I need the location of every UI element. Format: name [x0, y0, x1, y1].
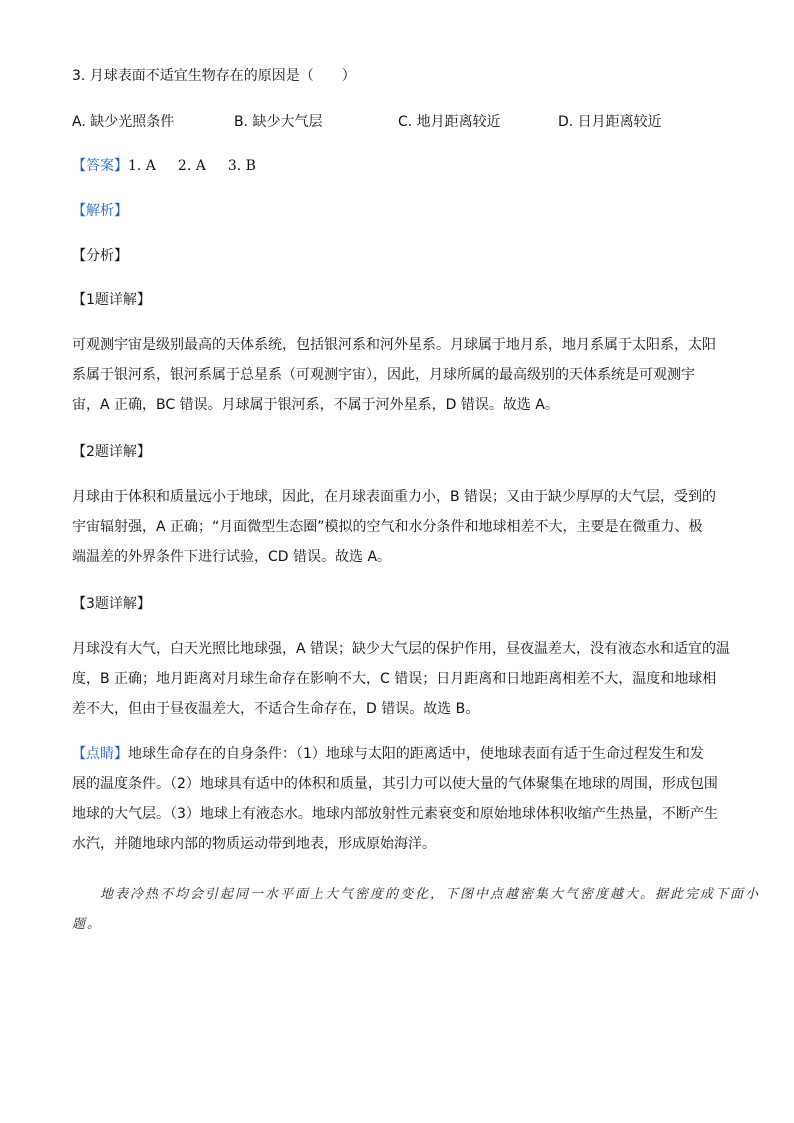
key-point-text: 地球生命存在的自身条件：（1）地球与太阳的距离适中，使地球表面有适于生命过程发生和发	[128, 746, 704, 762]
detail-2-row: 端温差的外界条件下进行试验，CD 错误。故选 A。	[72, 549, 392, 565]
detail-2-row: 宇宙辐射强，A 正确；“月面微型生态圈”模拟的空气和水分条件和地球相差不大，主要是在微重力、极	[72, 519, 703, 535]
option-a: A. 缺少光照条件	[72, 114, 175, 130]
detail-1-row: 宙，A 正确，BC 错误。月球属于银河系，不属于河外星系，D 错误。故选 A。	[72, 397, 559, 413]
detail-1-row: 系属于银河系，银河系属于总星系（可观测宇宙），因此，月球所属的最高级别的天体系统是可观测宇	[72, 367, 695, 383]
fenxi-label: 【分析】	[72, 248, 128, 264]
question-3: 3. 月球表面不适宜生物存在的原因是（ ）	[72, 68, 356, 84]
detail-3-row: 度，B 正确；地月距离对月球生命存在影响不大，C 错误；日月距离和日地距离相差不大，温度和地球相	[72, 671, 717, 687]
option-b: B. 缺少大气层	[234, 114, 323, 130]
detail-3-row: 月球没有大气，白天光照比地球强，A 错误；缺少大气层的保护作用，昼夜温差大，没有液态水和适宜的温	[72, 641, 731, 657]
detail-3-row: 差不大，但由于昼夜温差大，不适合生命存在，D 错误。故选 B。	[72, 701, 480, 717]
option-c: C. 地月距离较近	[398, 114, 501, 130]
answer-item-3: 3. B	[227, 158, 256, 174]
answer-item-2: 2. A	[177, 158, 206, 174]
detail-2-row: 月球由于体积和质量远小于地球，因此，在月球表面重力小，B 错误；又由于缺少厚厚的大气层，受到的	[72, 489, 717, 505]
intro-row: 题。	[72, 917, 103, 932]
detail-3-heading: 【3题详解】	[72, 596, 151, 612]
detail-2-heading: 【2题详解】	[72, 444, 151, 460]
detail-1-heading: 【1题详解】	[72, 292, 151, 308]
intro-row: 地表冷热不均会引起同一水平面上大气密度的变化，下图中点越密集大气密度越大。据此完成下面小	[100, 887, 761, 902]
key-point-label: 【点睛】	[72, 746, 128, 762]
key-point-paragraph	[72, 739, 722, 859]
analysis-label: 【解析】	[72, 203, 128, 219]
detail-3-paragraph	[72, 634, 731, 724]
detail-1-row: 可观测宇宙是级别最高的天体系统，包括银河系和河外星系。月球属于地月系，地月系属于太阳系，太阳	[72, 337, 716, 353]
key-point-row: 地球的大气层。（3）地球上有液态水。地球内部放射性元素衰变和原始地球体积收缩产生热量，不断产生	[72, 806, 718, 822]
key-point-row	[72, 739, 722, 769]
answer-item-1: 1. A	[128, 158, 156, 174]
option-d: D. 日月距离较近	[558, 114, 662, 130]
answer-line	[72, 156, 278, 176]
key-point-row: 展的温度条件。（2）地球具有适中的体积和质量，其引力可以使大量的气体聚集在地球的周围，形成包围	[72, 776, 718, 792]
answer-label: 【答案】	[72, 158, 128, 174]
detail-2-paragraph	[72, 482, 722, 572]
key-point-row: 水汽，并随地球内部的物质运动带到地表，形成原始海洋。	[72, 836, 436, 852]
next-section-intro	[72, 880, 761, 940]
detail-1-paragraph	[72, 330, 722, 420]
